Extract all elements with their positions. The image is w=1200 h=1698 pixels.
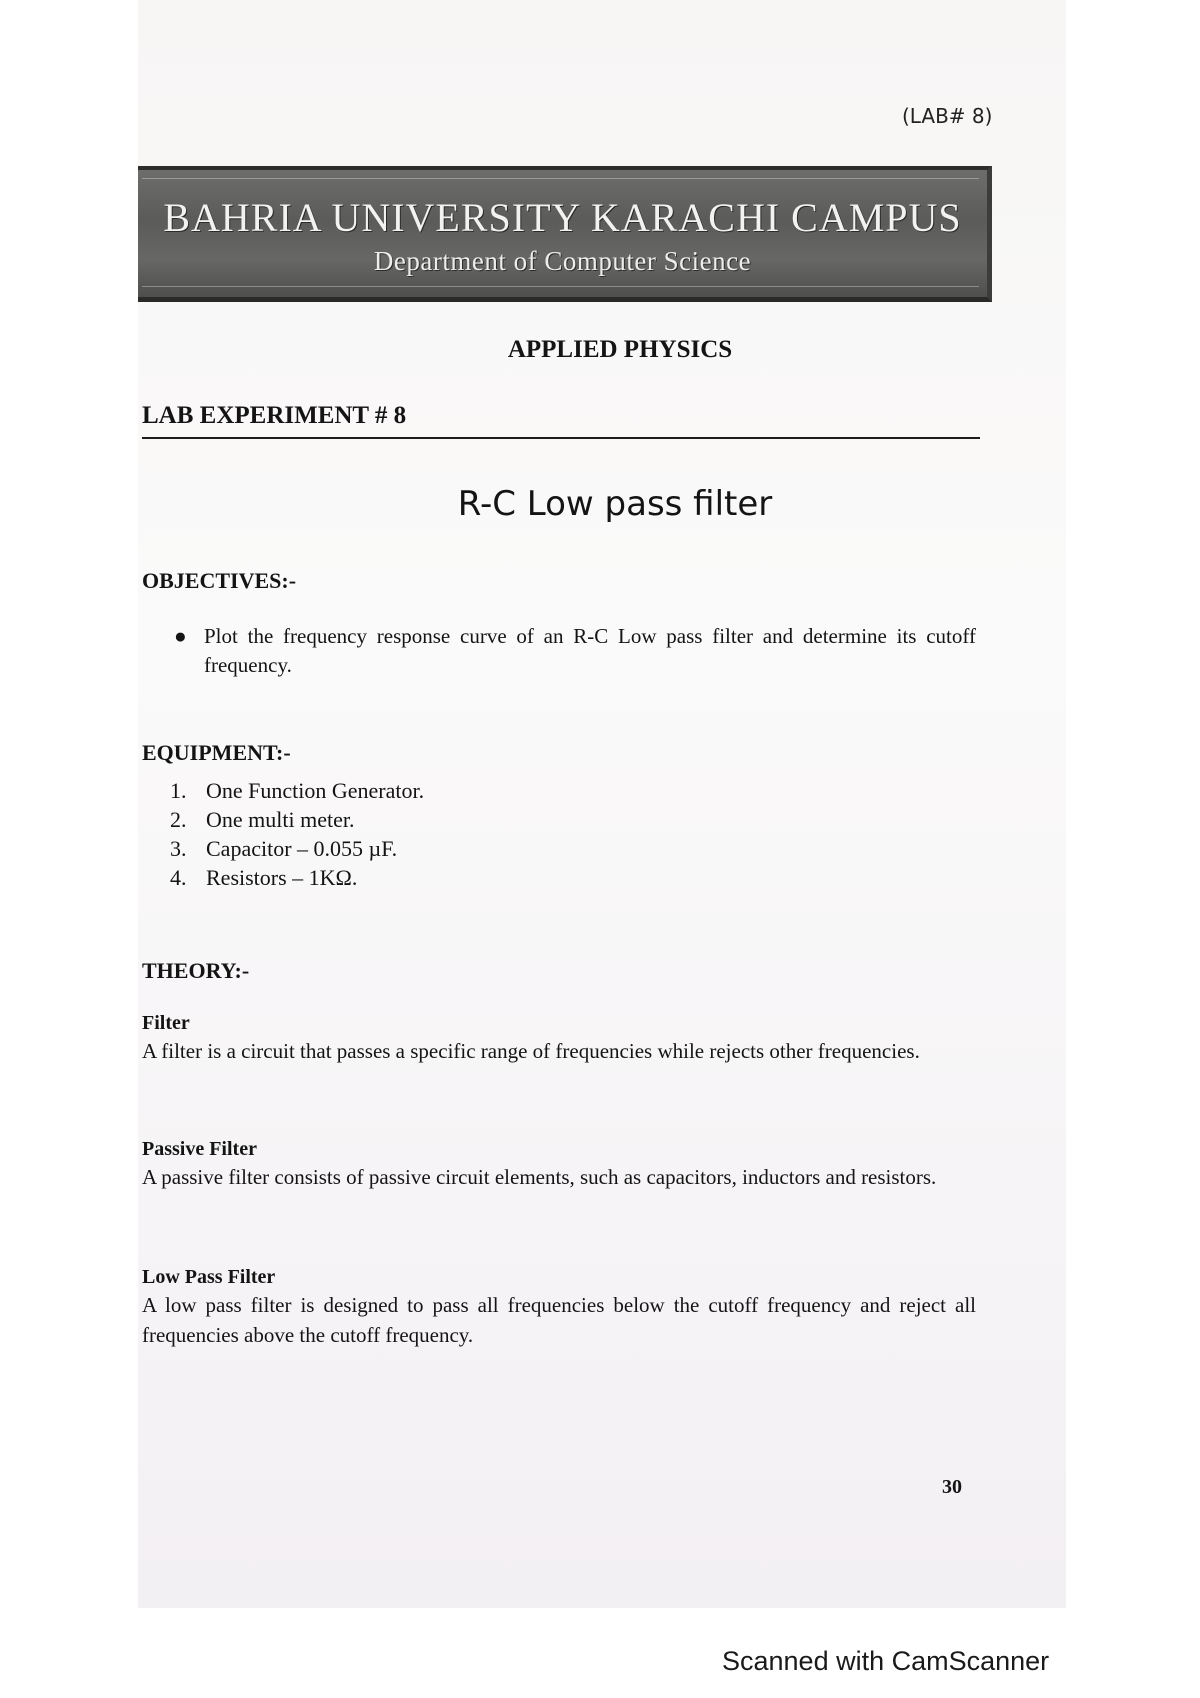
low-pass-filter-subheading: Low Pass Filter [142, 1266, 276, 1288]
item-number: 3. [170, 836, 187, 861]
passive-filter-paragraph: A passive filter consists of passive circuit elements, such as capacitors, inductors and resistors. [142, 1165, 937, 1189]
item-number: 4. [170, 865, 187, 890]
university-name: BAHRIA UNIVERSITY KARACHI CAMPUS [163, 195, 962, 240]
equipment-heading: EQUIPMENT:- [142, 740, 291, 765]
objective-text: Plot the frequency response curve of an R-C Low pass filter and determine its cutoff frequency. [204, 624, 976, 677]
department-name: Department of Computer Science [373, 246, 752, 276]
objectives-heading: OBJECTIVES:- [142, 568, 297, 593]
lab-number-tag: (LAB# 8) [902, 104, 993, 128]
item-text: One multi meter. [206, 807, 355, 832]
item-text: One Function Generator. [206, 778, 425, 803]
list-item [170, 863, 424, 892]
item-text: Capacitor – 0.055 µF. [206, 836, 398, 861]
experiment-divider [142, 437, 980, 439]
theory-heading: THEORY:- [142, 958, 250, 983]
page-number: 30 [942, 1476, 962, 1498]
item-text: Resistors – 1KΩ. [206, 865, 358, 890]
passive-filter-subheading: Passive Filter [142, 1138, 257, 1160]
low-pass-filter-paragraph: A low pass filter is designed to pass all frequencies below the cutoff frequency and reject all frequencies above the cutoff frequency. [142, 1293, 976, 1347]
equipment-list [170, 776, 424, 892]
filter-subheading: Filter [142, 1012, 190, 1034]
list-item [170, 834, 424, 863]
bullet-icon: ● [174, 624, 187, 648]
experiment-number: LAB EXPERIMENT # 8 [142, 402, 407, 429]
course-title: APPLIED PHYSICS [507, 336, 733, 363]
scanner-watermark: Scanned with CamScanner [722, 1646, 1050, 1676]
university-banner [138, 166, 992, 302]
item-number: 1. [170, 778, 187, 803]
item-number: 2. [170, 807, 187, 832]
filter-paragraph: A filter is a circuit that passes a specific range of frequencies while rejects other frequencies. [142, 1039, 920, 1063]
list-item [170, 805, 424, 834]
list-item [170, 776, 424, 805]
objective-item [174, 622, 976, 680]
page-title: R-C Low pass filter [457, 484, 773, 524]
